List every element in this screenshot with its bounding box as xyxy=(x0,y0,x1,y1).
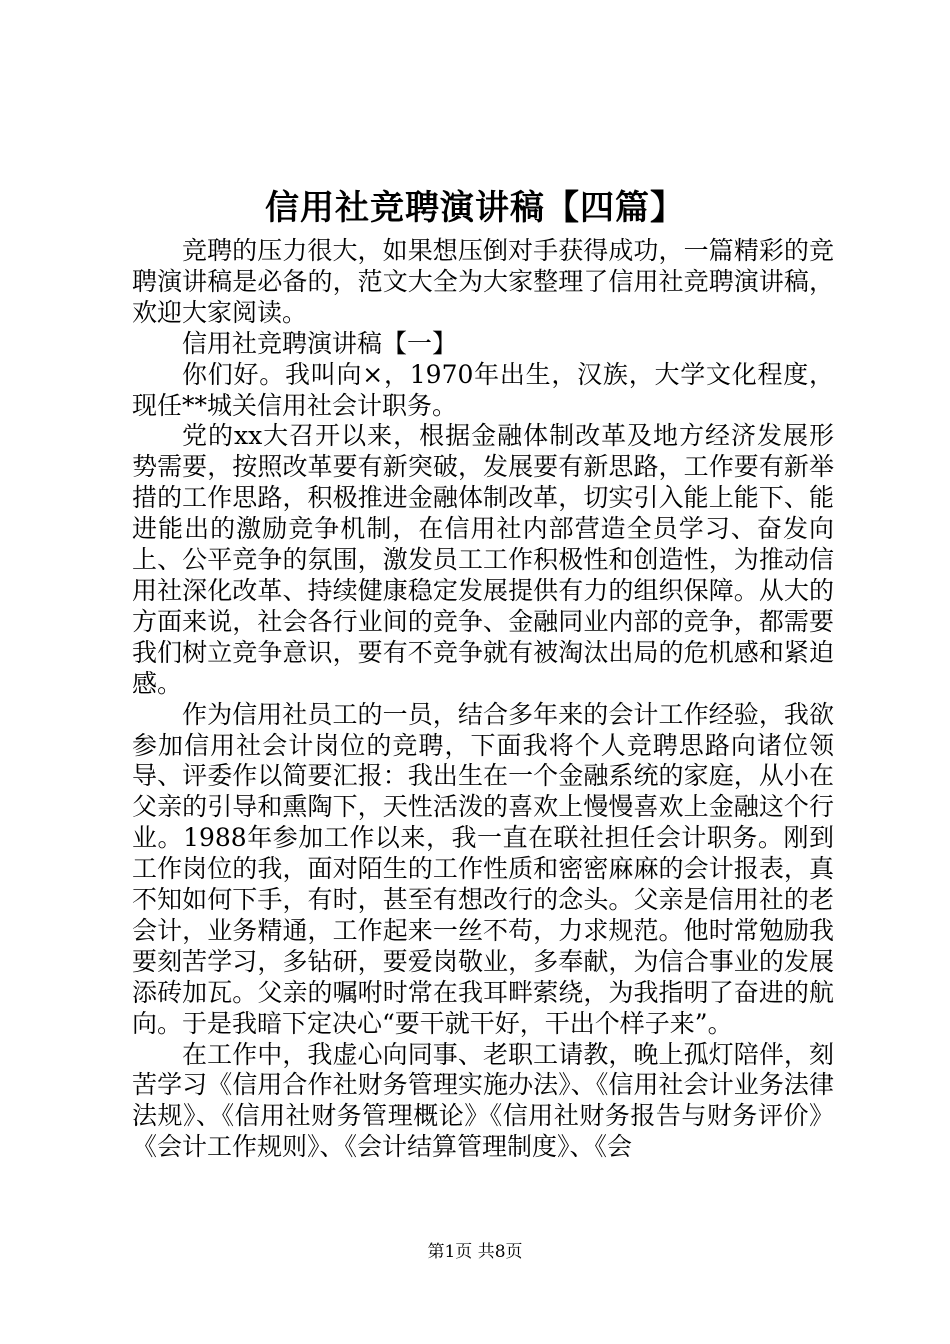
intro-paragraph: 竞聘的压力很大，如果想压倒对手获得成功，一篇精彩的竞聘演讲稿是必备的，范文大全为大家整理了信用社竞聘演讲稿，欢迎大家阅读。 xyxy=(132,236,834,327)
body-paragraph: 在工作中，我虚心向同事、老职工请教，晚上孤灯陪伴，刻苦学习《信用合作社财务管理实施办法》、《信用社会计业务法律法规》、《信用社财务管理概论》《信用社财务报告与财务评价》《会计工作规则》、《会计结算管理制度》、《会 xyxy=(132,1039,834,1162)
body-paragraph: 你们好。我叫向×，1970年出生，汉族，大学文化程度，现任**城关信用社会计职务。 xyxy=(132,359,834,420)
body-paragraph: 党的xx大召开以来，根据金融体制改革及地方经济发展形势需要，按照改革要有新突破，发展要有新思路，工作要有新举措的工作思路，积极推进金融体制改革，切实引入能上能下、能进能出的激励竞争机制，在信用社内部营造全员学习、奋发向上、公平竞争的氛围，激发员工工作积极性和创造性，为推动信用社深化改革、持续健康稳定发展提供有力的组织保障。从大的方面来说，社会各行业间的竞争、金融同业内部的竞争，都需要我们树立竞争意识，要有不竞争就有被淘汰出局的危机感和紧迫感。 xyxy=(132,421,834,698)
body-paragraph: 作为信用社员工的一员，结合多年来的会计工作经验，我欲参加信用社会计岗位的竞聘，下面我将个人竞聘思路向诸位领导、评委作以简要汇报：我出生在一个金融系统的家庭，从小在父亲的引导和熏陶下，天性活泼的喜欢上慢慢喜欢上金融这个行业。1988年参加工作以来，我一直在联社担任会计职务。刚到工作岗位的我，面对陌生的工作性质和密密麻麻的会计报表，真不知如何下手，有时，甚至有想改行的念头。父亲是信用社的老会计，业务精通，工作起来一丝不苟，力求规范。他时常勉励我要刻苦学习，多钻研，要爱岗敬业，多奉献，为信合事业的发展添砖加瓦。父亲的嘱咐时常在我耳畔萦绕，为我指明了奋进的航向。于是我暗下定决心“要干就干好，干出个样子来”。 xyxy=(132,699,834,1038)
document-body xyxy=(132,236,834,1163)
document-title: 信用社竞聘演讲稿【四篇】 xyxy=(265,188,685,228)
section-heading: 信用社竞聘演讲稿【一】 xyxy=(182,328,458,358)
page-footer: 第1页 共8页 xyxy=(427,1242,523,1262)
